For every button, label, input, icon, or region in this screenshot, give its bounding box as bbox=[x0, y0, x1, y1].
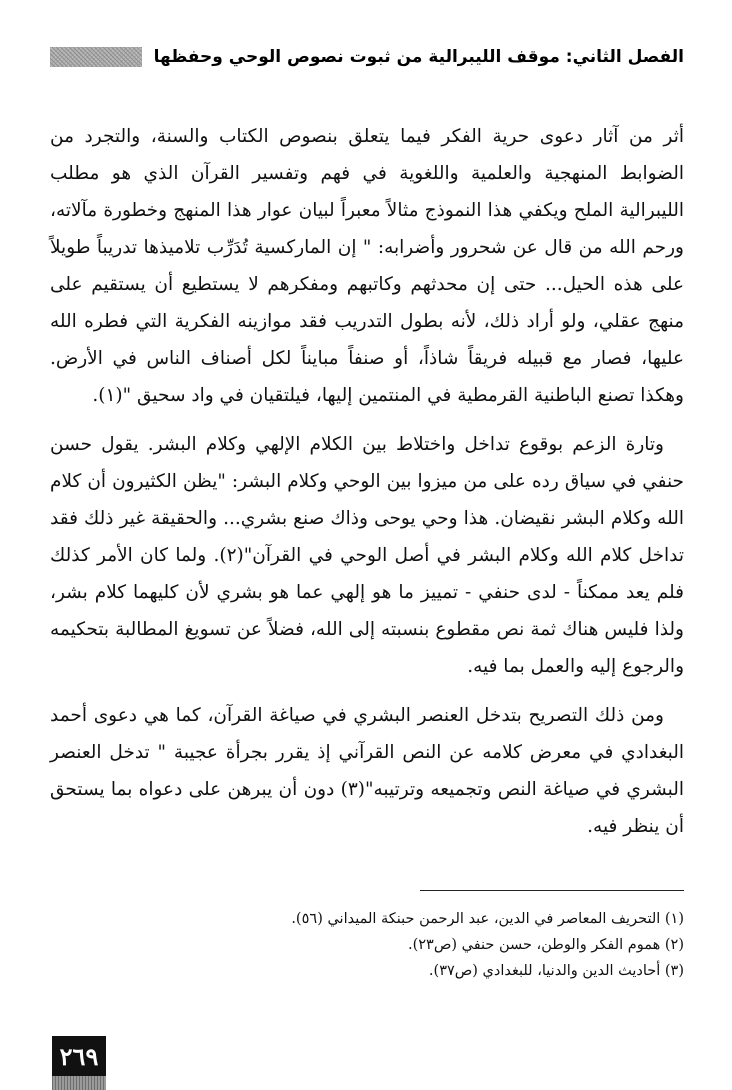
footnote: (١) التحريف المعاصر في الدين، عبد الرحمن حبنكة الميداني (٥٦). bbox=[291, 911, 684, 927]
paragraph: وتارة الزعم بوقوع تداخل واختلاط بين الكلام الإلهي وكلام البشر. يقول حسن حنفي في سياق رده على من ميزوا بين الوحي وكلام البشر: "يظن الكثيرون أن كلام الله وكلام البشر نقيضان. هذا وحي يوحى وذاك صنع بشري... والحقيقة غير ذلك فقد تداخل كلام الله وكلام البشر في أصل الوحي في القرآن"(٢). ولما كان الأمر كذلك فلم يعد ممكناً - لدى حنفي - تمييز ما هو إلهي عما هو بشري لأن كليهما كلام بشر، ولذا فليس هناك ثمة نص مقطوع بنسبته إلى الله، فضلاً عن تسويغ المطالبة بتحكيمه والرجوع إليه والعمل بما فيه. bbox=[50, 434, 685, 677]
paragraph: ومن ذلك التصريح بتدخل العنصر البشري في صياغة القرآن، كما هي دعوى أحمد البغدادي في معرض كلامه عن النص القرآني إذ يقرر بجرأة عجيبة " تدخل العنصر البشري في صياغة النص وتجميعه وترتيبه"(٣) دون أن يبرهن على دعواه بما يستحق أن ينظر فيه. bbox=[50, 705, 684, 837]
page-number-decoration bbox=[52, 1076, 106, 1090]
body-text bbox=[50, 118, 684, 857]
page-number: ٢٦٩ bbox=[52, 1036, 106, 1076]
paragraph: أثر من آثار دعوى حرية الفكر فيما يتعلق بنصوص الكتاب والسنة، والتجرد من الضوابط المنهجية والعلمية واللغوية في فهم وتفسير القرآن الذي هو مطلب الليبرالية الملح ويكفي هذا النموذج مثالاً معبراً لبيان عوار هذا المنهج وخطورة مآلاته، ورحم الله من قال عن شحرور وأضرابه: " إن الماركسية تُدَرِّب تلاميذها تدريباً طويلاً على هذه الحيل... حتى إن محدثهم وكاتبهم ومفكرهم لا يستطيع أن يستقيم على منهج عقلي، ولو أراد ذلك، لأنه بطول التدريب فقد موازينه الفكرية التي فطره الله عليها، فصار مع قبيله فريقاً شاذاً، أو صنفاً مبايناً لكل أصناف الناس في الأرض. وهكذا تصنع الباطنية القرمطية في المنتمين إليها، فيلتقيان في واد سحيق "(١). bbox=[50, 126, 684, 406]
chapter-title: الفصل الثاني: موقف الليبرالية من ثبوت نصوص الوحي وحفظها bbox=[153, 47, 684, 67]
footnote: (٢) هموم الفكر والوطن، حسن حنفي (ص٢٣). bbox=[407, 937, 684, 953]
footnotes bbox=[50, 906, 684, 984]
footnote: (٣) أحاديث الدين والدنيا، للبغدادي (ص٣٧). bbox=[428, 963, 684, 979]
footnote-divider bbox=[420, 890, 684, 891]
running-header bbox=[50, 42, 684, 72]
header-decorative-bar bbox=[50, 47, 142, 67]
